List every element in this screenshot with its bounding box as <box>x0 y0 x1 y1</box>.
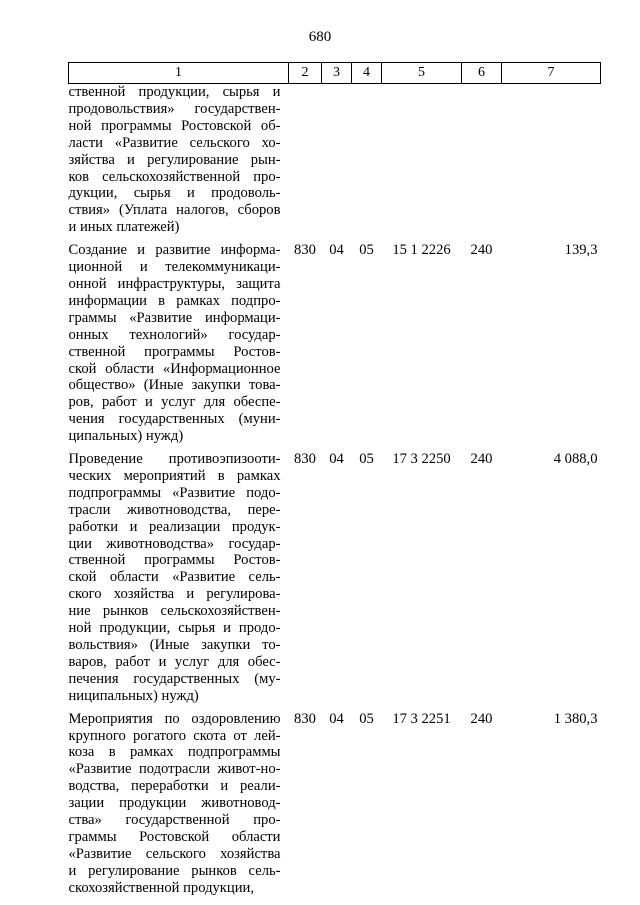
description-line: ной продукции, сырья и продо- <box>68 620 281 637</box>
description-line: продовольствия» государствен- <box>68 100 281 117</box>
row-section: 04 <box>329 451 344 468</box>
table-header <box>69 63 601 84</box>
header-col-2: 2 <box>289 63 322 84</box>
description-line: и иных платежей) <box>68 219 180 236</box>
row-target: 17 3 2250 <box>392 451 451 468</box>
description-line: ции животноводства» государ- <box>68 535 281 552</box>
description-line: ласти «Развитие сельского хо- <box>68 134 281 151</box>
description-line: ниципальных) нужд) <box>68 687 199 704</box>
row-subsection: 05 <box>359 242 374 259</box>
row-target: 15 1 2226 <box>392 242 451 259</box>
description-line: ципальных) нужд) <box>68 428 184 445</box>
description-line: Проведение противоэпизооти- <box>68 451 281 468</box>
table-body <box>69 84 601 897</box>
row-target <box>382 84 462 237</box>
description-line: онных технологий» государ- <box>68 326 281 343</box>
row-amount <box>502 84 601 237</box>
row-type: 240 <box>470 242 493 259</box>
row-section <box>322 84 352 237</box>
description-line: ского хозяйства и регулирова- <box>68 586 281 603</box>
row-ministry: 830 <box>294 710 316 727</box>
description-line: «Развитие подотрасли живот-но- <box>68 761 281 778</box>
row-amount: 4 088,0 <box>553 451 598 468</box>
row-description <box>69 84 289 237</box>
row-target: 17 3 2251 <box>392 710 451 727</box>
description-line: дукции, сырья и продоволь- <box>68 185 281 202</box>
description-line: печения государственных (му- <box>68 670 281 687</box>
row-description <box>69 451 289 705</box>
row-section: 04 <box>329 242 344 259</box>
description-line: ства» государственной про- <box>68 812 281 829</box>
table-row <box>69 84 601 237</box>
row-description <box>69 711 289 897</box>
description-line: коза в рамках подпрограммы <box>68 744 281 761</box>
header-col-6: 6 <box>462 63 502 84</box>
description-line: вольствия» (Иные закупки то- <box>68 637 281 653</box>
description-line: зяйства и регулирование рын- <box>68 151 281 168</box>
description-line: скохозяйственной продукции, <box>68 879 254 896</box>
budget-table <box>68 62 601 897</box>
description-line: крупного рогатого скота от лей- <box>68 727 281 744</box>
description-line: ционной и телекоммуникаци- <box>68 259 281 276</box>
row-ministry <box>289 84 322 237</box>
row-type: 240 <box>470 710 493 727</box>
description-line: чения государственных (муни- <box>68 411 281 428</box>
description-line: ской области «Информационное <box>68 360 281 377</box>
description-line: ческих мероприятий в рамках <box>68 467 281 484</box>
row-subsection: 05 <box>359 451 374 468</box>
description-line: граммы «Развитие информаци- <box>68 309 281 326</box>
table-row <box>69 451 601 705</box>
header-col-1: 1 <box>69 63 289 84</box>
description-line: ние рынков сельскохозяйствен- <box>68 603 281 620</box>
description-line: ственной продукции, сырья и <box>68 84 281 100</box>
description-line: ствия» (Уплата налогов, сборов <box>68 202 281 219</box>
description-line: ров, работ и услуг для обеспе- <box>68 394 281 411</box>
description-line: трасли животноводства, пере- <box>68 501 281 518</box>
row-type: 240 <box>470 451 493 468</box>
header-col-3: 3 <box>322 63 352 84</box>
page-number: 680 <box>308 29 332 45</box>
description-line: онной инфраструктуры, защита <box>68 275 281 292</box>
row-ministry: 830 <box>294 242 316 259</box>
description-line: водства, переработки и реали- <box>68 778 281 795</box>
description-line: «Развитие сельского хозяйства <box>68 845 281 862</box>
header-col-4: 4 <box>352 63 382 84</box>
description-line: варов, работ и услуг для обес- <box>68 653 281 670</box>
row-type <box>462 84 502 237</box>
description-line: зации продукции животновод- <box>68 795 281 812</box>
row-amount: 1 380,3 <box>553 710 598 727</box>
description-line: подпрограммы «Развитие подо- <box>68 484 281 501</box>
row-amount: 139,3 <box>564 242 598 259</box>
table-row <box>69 711 601 897</box>
description-line: ственной программы Ростов- <box>68 343 281 360</box>
description-line: Создание и развитие информа- <box>68 242 281 259</box>
description-line: информации в рамках подпро- <box>68 292 281 309</box>
description-line: работки и реализации продук- <box>68 518 281 535</box>
description-line: ственной программы Ростов- <box>68 552 281 569</box>
description-line: ков сельскохозяйственной про- <box>68 168 281 185</box>
description-line: общество» (Иные закупки това- <box>68 377 281 394</box>
row-ministry: 830 <box>294 451 316 468</box>
description-line: Мероприятия по оздоровлению <box>68 710 281 727</box>
row-section: 04 <box>329 710 344 727</box>
row-subsection <box>352 84 382 237</box>
header-col-5: 5 <box>382 63 462 84</box>
description-line: граммы Ростовской области <box>68 828 281 845</box>
table-row <box>69 242 601 445</box>
description-line: и регулирование рынков сель- <box>68 862 281 879</box>
header-col-7: 7 <box>502 63 601 84</box>
description-line: ской области «Развитие сель- <box>68 569 281 586</box>
row-description <box>69 242 289 445</box>
description-line: ной программы Ростовской об- <box>68 117 281 134</box>
row-subsection: 05 <box>359 710 374 727</box>
